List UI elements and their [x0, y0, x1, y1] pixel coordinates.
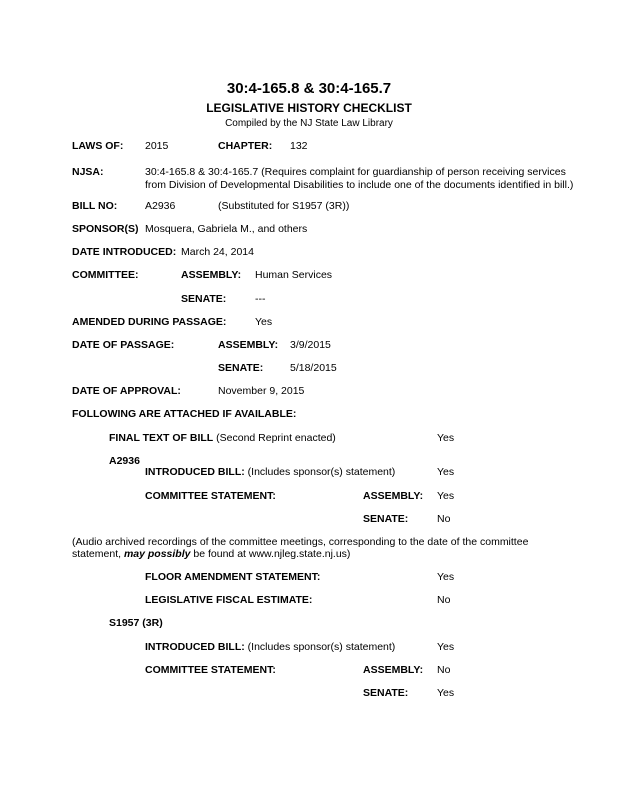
amended-value: Yes — [255, 316, 273, 328]
audio-note-line-1: (Audio archived recordings of the committee meetings, corresponding to the date of the committee — [72, 536, 529, 548]
amended-label: AMENDED DURING PASSAGE: — [72, 316, 227, 328]
audio-note-pre: statement, — [72, 548, 124, 560]
final-text-note: (Second Reprint enacted) — [213, 432, 336, 444]
chapter-value: 132 — [290, 140, 308, 152]
final-text-label: FINAL TEXT OF BILL — [109, 432, 214, 444]
sponsors-value: Mosquera, Gabriela M., and others — [145, 223, 308, 235]
date-introduced-value: March 24, 2014 — [181, 246, 254, 258]
committee-senate-value: --- — [255, 293, 266, 305]
audio-note-line-2 — [72, 548, 350, 560]
s1957-introduced-note: (Includes sponsor(s) statement) — [244, 641, 396, 653]
laws-of-label: LAWS OF: — [72, 140, 124, 152]
audio-note-post: be found at www.njleg.state.nj.us) — [190, 548, 351, 560]
njsa-line-2: from Division of Developmental Disabilities to include one of the documents identified in bill.) — [145, 179, 574, 191]
a2936-assembly-label: ASSEMBLY: — [363, 490, 424, 502]
a2936-assembly-value: Yes — [437, 490, 455, 502]
date-introduced-label: DATE INTRODUCED: — [72, 246, 177, 258]
passage-assembly-value: 3/9/2015 — [290, 339, 331, 351]
fiscal-estimate-label: LEGISLATIVE FISCAL ESTIMATE: — [145, 594, 313, 606]
sponsors-label: SPONSOR(S) — [72, 223, 139, 235]
final-text-value: Yes — [437, 432, 455, 444]
passage-senate-value: 5/18/2015 — [290, 362, 337, 374]
committee-label: COMMITTEE: — [72, 269, 139, 281]
a2936-introduced-note: (Includes sponsor(s) statement) — [244, 466, 396, 478]
a2936-senate-value: No — [437, 513, 451, 525]
s1957-assembly-label: ASSEMBLY: — [363, 664, 424, 676]
passage-label: DATE OF PASSAGE: — [72, 339, 175, 351]
njsa-line-1: 30:4-165.8 & 30:4-165.7 (Requires complaint for guardianship of person receiving services — [145, 166, 566, 178]
bill-no-label: BILL NO: — [72, 200, 118, 212]
laws-of-value: 2015 — [145, 140, 169, 152]
a2936-committee-label: COMMITTEE STATEMENT: — [145, 490, 276, 502]
committee-assembly-value: Human Services — [255, 269, 333, 281]
a2936-introduced-row — [145, 466, 395, 478]
bill-no-value: A2936 — [145, 200, 176, 212]
passage-assembly-label: ASSEMBLY: — [218, 339, 279, 351]
document-subtitle: LEGISLATIVE HISTORY CHECKLIST — [206, 101, 412, 115]
fiscal-estimate-value: No — [437, 594, 451, 606]
s1957-introduced-value: Yes — [437, 641, 455, 653]
bill-no-note: (Substituted for S1957 (3R)) — [218, 200, 350, 212]
a2936-introduced-value: Yes — [437, 466, 455, 478]
s1957-introduced-label: INTRODUCED BILL: — [145, 641, 245, 653]
committee-assembly-label: ASSEMBLY: — [181, 269, 242, 281]
s1957-committee-label: COMMITTEE STATEMENT: — [145, 664, 276, 676]
s1957-assembly-value: No — [437, 664, 451, 676]
floor-amendment-value: Yes — [437, 571, 455, 583]
passage-senate-label: SENATE: — [218, 362, 264, 374]
attached-heading: FOLLOWING ARE ATTACHED IF AVAILABLE: — [72, 408, 297, 420]
compiled-by: Compiled by the NJ State Law Library — [225, 118, 393, 129]
approval-value: November 9, 2015 — [218, 385, 305, 397]
a2936-introduced-label: INTRODUCED BILL: — [145, 466, 245, 478]
approval-label: DATE OF APPROVAL: — [72, 385, 181, 397]
a2936-label: A2936 — [109, 455, 140, 467]
s1957-senate-value: Yes — [437, 687, 455, 699]
audio-note-emphasis: may possibly — [123, 548, 191, 560]
s1957-introduced-row — [145, 641, 395, 653]
njsa-label: NJSA: — [72, 166, 104, 178]
final-text-row — [109, 432, 336, 444]
committee-senate-label: SENATE: — [181, 293, 227, 305]
a2936-senate-label: SENATE: — [363, 513, 409, 525]
s1957-label: S1957 (3R) — [109, 617, 163, 629]
chapter-label: CHAPTER: — [218, 140, 273, 152]
floor-amendment-label: FLOOR AMENDMENT STATEMENT: — [145, 571, 321, 583]
document-title: 30:4-165.8 & 30:4-165.7 — [226, 80, 392, 97]
s1957-senate-label: SENATE: — [363, 687, 409, 699]
